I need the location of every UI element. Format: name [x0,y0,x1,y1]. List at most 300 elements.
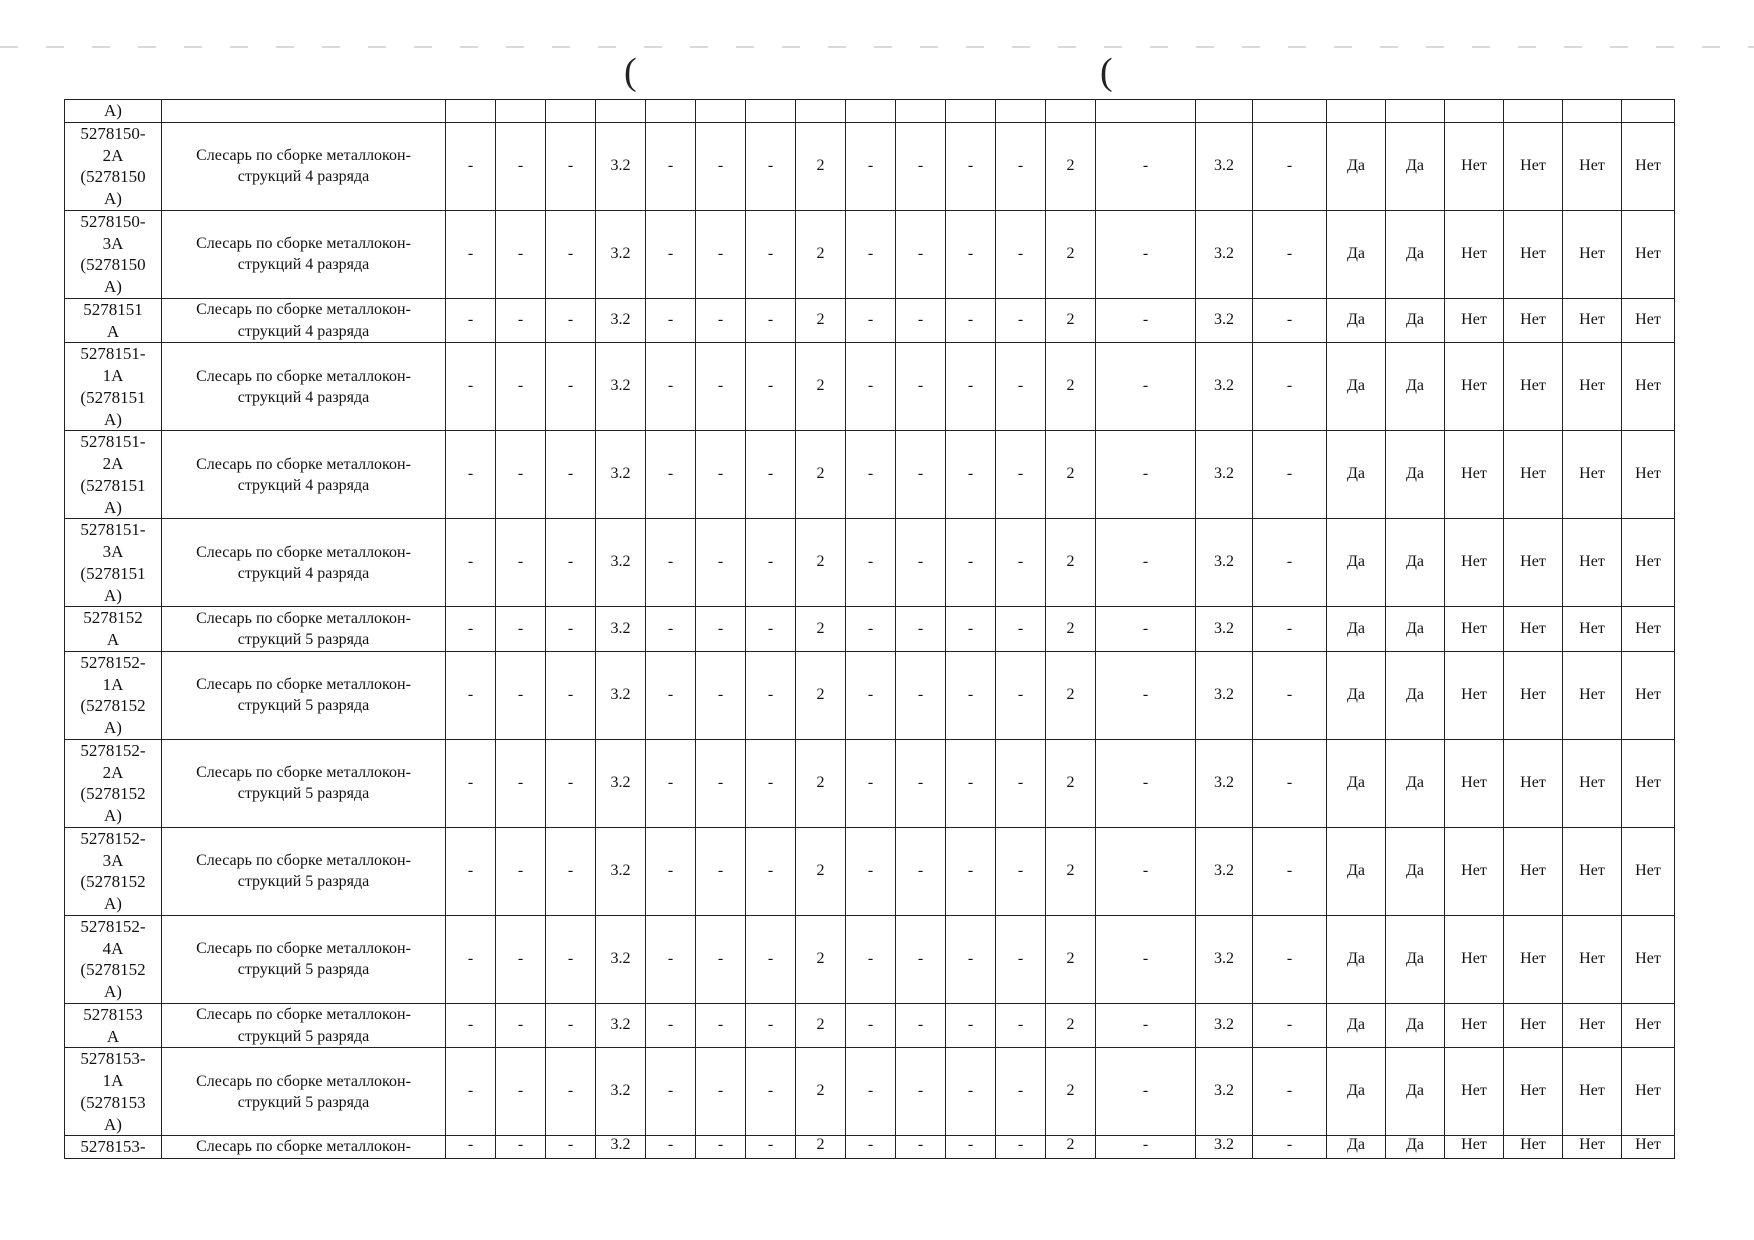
table-cell: 2 [796,1136,846,1159]
row-profession [162,607,446,652]
table-cell: - [1096,298,1196,343]
table-cell: - [696,915,746,1003]
table-cell: Нет [1445,343,1504,431]
table-cell: 2 [1046,1003,1096,1048]
row-code-line: 5278153- [80,1049,146,1069]
table-cell: Нет [1622,827,1675,915]
row-code-line: 4А [102,938,124,958]
table-cell: - [546,1003,596,1048]
table-cell: 3.2 [596,343,646,431]
row-code-line: А) [104,806,122,825]
table-cell: 3.2 [1196,739,1253,827]
row-code-line: А) [104,585,122,605]
row-code-line: А) [104,409,122,429]
table-cell: - [1096,1136,1196,1159]
table-cell: - [896,210,946,298]
table-cell: - [896,1048,946,1136]
table-cell: 2 [1046,651,1096,739]
table-cell: - [546,210,596,298]
row-code-line: 5278151- [80,432,146,452]
table-cell: - [746,915,796,1003]
table-cell: Да [1386,1003,1445,1048]
table-cell: - [1096,1003,1196,1048]
table-cell: - [1096,915,1196,1003]
table-cell: - [646,827,696,915]
table-cell: - [1096,519,1196,607]
row-code-line: А) [104,189,122,208]
table-cell: - [446,298,496,343]
table-cell: - [1096,1048,1196,1136]
row-profession-line: Слесарь по сборке металлокон- [196,455,411,473]
row-profession-line: Слесарь по сборке металлокон- [196,764,411,782]
table-cell: Нет [1563,519,1622,607]
table-cell: - [846,1048,896,1136]
table-cell: - [996,1136,1046,1159]
table-cell: - [646,651,696,739]
table-cell: Нет [1563,607,1622,652]
table-cell: Да [1386,915,1445,1003]
table-cell: - [896,1136,946,1159]
table-cell: - [446,122,496,210]
table-cell: 3.2 [596,607,646,652]
table-cell: 2 [1046,519,1096,607]
row-code [65,1136,162,1159]
table-cell: 3.2 [1196,1136,1253,1159]
row-profession [162,519,446,607]
table-cell: - [496,739,546,827]
row-profession [162,1003,446,1048]
table-cell: - [946,210,996,298]
table-cell: Нет [1504,739,1563,827]
row-code-line: 5278152- [80,916,146,936]
table-cell: Да [1327,739,1386,827]
row-profession-line: Слесарь по сборке металлокон- [196,609,411,627]
table-cell: - [496,431,546,519]
table-cell: Да [1327,607,1386,652]
row-profession [162,1136,446,1159]
table-cell: - [746,739,796,827]
table-cell: Нет [1504,915,1563,1003]
table-cell: - [646,122,696,210]
table-cell: 2 [796,343,846,431]
table-cell: - [896,122,946,210]
table-cell: Да [1327,1048,1386,1136]
table-cell: - [846,827,896,915]
row-code-line: (5278150 [80,255,146,275]
table-cell: Нет [1563,651,1622,739]
row-code-line: (5278152 [80,696,146,716]
table-cell: - [546,739,596,827]
table-cell: - [696,298,746,343]
table-cell: Да [1386,210,1445,298]
table-cell: Нет [1622,519,1675,607]
table-cell: Нет [1504,1048,1563,1136]
row-profession-line: струкций 5 разряда [237,631,370,648]
table-row [65,431,1675,519]
row-code-line: 1А [102,674,124,694]
table-cell: Нет [1504,827,1563,915]
row-code-line: 2А [102,762,124,782]
table-cell: - [1096,122,1196,210]
table-cell: - [546,1136,596,1159]
row-code-line: А [106,630,120,649]
table-row [65,1048,1675,1136]
table-cell: 2 [796,1048,846,1136]
table-cell: Нет [1622,1003,1675,1048]
row-code-line: 5278152 [83,608,143,628]
table-cell: 3.2 [1196,343,1253,431]
table-cell: Да [1386,651,1445,739]
row-code [65,343,162,431]
table-cell: Да [1386,343,1445,431]
table-cell: - [446,1003,496,1048]
row-code-line: А) [104,718,122,737]
table-cell: - [546,827,596,915]
table-cell: - [846,298,896,343]
row-profession-line: струкций 4 разряда [237,388,370,406]
table-cell: - [546,298,596,343]
table-cell: - [746,1136,796,1159]
row-code-line: 5278153 [83,1004,143,1024]
table-cell: 3.2 [1196,210,1253,298]
table-cell: - [996,607,1046,652]
table-cell: - [646,607,696,652]
table-cell: - [1253,607,1327,652]
row-code-line: А) [104,277,122,296]
row-code-line: А) [104,894,122,913]
row-profession-line: Слесарь по сборке металлокон- [196,940,411,958]
row-profession-line: Слесарь по сборке металлокон- [196,1072,411,1090]
table-row [65,739,1675,827]
table-cell: - [996,298,1046,343]
table-cell: 3.2 [1196,827,1253,915]
table-cell: Нет [1504,298,1563,343]
table-cell: - [996,122,1046,210]
table-cell: 2 [1046,122,1096,210]
table-cell: 3.2 [596,122,646,210]
table-cell: 3.2 [1196,607,1253,652]
table-cell: - [546,607,596,652]
table-cell: 2 [796,122,846,210]
row-code-line: (5278151 [80,387,146,407]
row-code [65,651,162,739]
table-cell: - [946,739,996,827]
table-cell: Нет [1622,122,1675,210]
row-profession [162,431,446,519]
row-profession [162,1048,446,1136]
row-code [65,431,162,519]
table-cell: 2 [1046,739,1096,827]
table-cell: - [1253,915,1327,1003]
row-profession-line: струкций 4 разряда [237,564,370,582]
table-cell: Да [1386,739,1445,827]
table-cell: Нет [1445,298,1504,343]
table-cell: - [1096,343,1196,431]
table-cell: Да [1327,431,1386,519]
table-cell: - [896,739,946,827]
row-code-line: (5278152 [80,872,146,892]
table-cell: - [746,210,796,298]
table-cell: Нет [1622,431,1675,519]
table-cell: Нет [1445,1136,1504,1159]
table-cell: - [496,210,546,298]
table-cell: - [1253,827,1327,915]
table-cell: - [446,607,496,652]
row-code [65,607,162,652]
table-cell: - [846,343,896,431]
table-cell: - [696,607,746,652]
table-cell: Нет [1563,739,1622,827]
table-cell: Да [1327,519,1386,607]
table-cell: Нет [1445,122,1504,210]
table-cell: - [846,651,896,739]
row-code-line: 5278151 [83,299,143,319]
table-cell: - [546,915,596,1003]
table-cell: - [996,1003,1046,1048]
table-cell: Нет [1504,122,1563,210]
row-profession-line: струкций 4 разряда [237,168,370,186]
table-cell: - [946,1003,996,1048]
table-cell: - [446,915,496,1003]
row-code [65,1003,162,1048]
row-profession [162,298,446,343]
table-cell: - [896,651,946,739]
table-cell: - [746,298,796,343]
table-cell: Нет [1445,607,1504,652]
table-cell: - [696,651,746,739]
table-cell: 2 [796,607,846,652]
table-cell: - [446,1048,496,1136]
table-cell: - [1096,827,1196,915]
row-profession-line: струкций 4 разряда [237,476,370,494]
row-profession [162,651,446,739]
row-profession-line: струкций 5 разряда [237,873,370,891]
row-profession-line: струкций 5 разряда [237,1093,370,1111]
table-cell: - [846,431,896,519]
table-cell: 2 [796,915,846,1003]
table-cell: - [496,1003,546,1048]
table-cell: - [946,431,996,519]
table-cell: - [646,1048,696,1136]
table-cell: - [646,519,696,607]
table-cell: - [496,827,546,915]
table-cell: Нет [1622,739,1675,827]
table-cell: - [896,607,946,652]
table-cell: - [1253,298,1327,343]
table-cell: Да [1327,651,1386,739]
table-cell: Нет [1445,431,1504,519]
table-cell: - [846,607,896,652]
table-cell: 2 [1046,915,1096,1003]
table-cell: Да [1386,431,1445,519]
table-cell: - [646,915,696,1003]
table-row [65,210,1675,298]
row-code-line: 5278150- [80,123,146,143]
table-cell: Нет [1445,651,1504,739]
table-cell: Нет [1504,343,1563,431]
table-cell: 2 [796,651,846,739]
table-cell: - [746,431,796,519]
table-cell: Нет [1445,915,1504,1003]
table-cell: 2 [796,1003,846,1048]
table-cell: - [696,122,746,210]
table-cell: Нет [1622,1136,1675,1159]
table-cell: Нет [1622,298,1675,343]
row-profession [162,210,446,298]
table-cell: - [846,519,896,607]
table-cell: 3.2 [1196,122,1253,210]
table-cell: 2 [1046,607,1096,652]
table-cell: 3.2 [596,431,646,519]
table-cell: Да [1386,1048,1445,1136]
table-cell: - [646,1136,696,1159]
table-cell: 3.2 [596,739,646,827]
table-cell: 3.2 [596,915,646,1003]
table-row [65,651,1675,739]
table-cell: - [946,519,996,607]
row-profession-line: Слесарь по сборке металлокон- [196,147,411,165]
table-row [65,827,1675,915]
table-cell: - [946,607,996,652]
table-cell: - [996,739,1046,827]
table-cell: 2 [1046,210,1096,298]
table-cell: 3.2 [596,210,646,298]
row-code-line: А [106,321,120,341]
table-cell: Нет [1563,122,1622,210]
table-cell: - [946,298,996,343]
table-cell: Нет [1563,1048,1622,1136]
table-cell: - [1253,210,1327,298]
row-code-line: 2А [102,454,124,473]
table-cell: - [746,651,796,739]
table-cell: Нет [1563,210,1622,298]
table-cell: 3.2 [596,1136,646,1159]
table-cell: - [846,915,896,1003]
table-cell: - [446,1136,496,1159]
table-cell: - [946,651,996,739]
table-cell: 3.2 [596,1048,646,1136]
table-cell: - [946,915,996,1003]
table-cell: Да [1327,1136,1386,1159]
table-cell: 3.2 [596,1003,646,1048]
table-cell: - [1253,122,1327,210]
table-cell: - [746,827,796,915]
binder-hole-mark: ( [1100,51,1113,93]
row-code-line: А) [104,982,122,1001]
row-code-line: (5278150 [80,167,146,187]
table-cell: - [496,1136,546,1159]
row-profession [162,100,446,123]
table-cell: Нет [1445,519,1504,607]
table-cell: - [696,1136,746,1159]
table-cell: 3.2 [1196,431,1253,519]
row-code-line: 5278151- [80,344,146,364]
table-cell: - [446,431,496,519]
row-profession-line: струкций 5 разряда [237,1027,370,1045]
table-cell: - [496,607,546,652]
table-cell: - [746,343,796,431]
table-cell: 3.2 [1196,298,1253,343]
table-cell: - [696,343,746,431]
table-cell: - [746,1048,796,1136]
row-profession-line: струкций 5 разряда [237,697,370,715]
row-code-line: 5278152- [80,828,146,848]
table-cell: - [496,651,546,739]
table-cell: Нет [1563,343,1622,431]
row-code [65,210,162,298]
row-code-line: 5278153- [80,1137,146,1157]
table-cell: - [1253,343,1327,431]
row-profession-line: струкций 4 разряда [237,322,370,340]
table-cell: Нет [1445,210,1504,298]
table-cell: - [996,1048,1046,1136]
table-cell: - [896,519,946,607]
table-cell: Нет [1504,607,1563,652]
table-cell: Да [1386,122,1445,210]
table-cell: 2 [796,298,846,343]
row-profession [162,739,446,827]
table-cell: - [996,915,1046,1003]
row-code [65,827,162,915]
table-cell: Нет [1504,1136,1563,1159]
table-cell: Да [1327,343,1386,431]
scan-artifact-line [0,46,1754,48]
table-cell: - [896,431,946,519]
table-cell: Нет [1504,519,1563,607]
table-cell: - [446,827,496,915]
table-row [65,122,1675,210]
row-code-line: 5278152- [80,740,146,760]
table-cell: - [1096,651,1196,739]
row-code-line: 3А [102,850,124,870]
table-cell: - [996,651,1046,739]
row-code-line: 5278152- [80,652,146,672]
table-cell: 3.2 [1196,651,1253,739]
table-cell: Да [1386,1136,1445,1159]
table-cell: 3.2 [596,519,646,607]
table-cell: 2 [796,431,846,519]
table-cell: - [746,519,796,607]
table-cell: - [1096,739,1196,827]
table-cell: - [646,431,696,519]
table-cell: - [696,739,746,827]
table-cell: - [1253,1136,1327,1159]
table-cell: - [546,519,596,607]
table-cell: Да [1386,298,1445,343]
table-cell: - [696,519,746,607]
table-cell: - [896,298,946,343]
table-cell: - [846,1136,896,1159]
table-row [65,100,1675,123]
table-cell: - [646,298,696,343]
table-cell: 3.2 [596,827,646,915]
table-row [65,607,1675,652]
table-cell: - [1096,607,1196,652]
table-cell: Да [1327,122,1386,210]
row-profession-line: струкций 5 разряда [237,785,370,803]
table-cell: - [996,210,1046,298]
table-cell: - [846,739,896,827]
table-row [65,915,1675,1003]
row-code-line: 3А [102,542,124,561]
table-cell: Нет [1622,651,1675,739]
table-cell: - [496,122,546,210]
row-code-line: А [106,1026,120,1046]
row-profession-line: Слесарь по сборке металлокон- [196,301,411,319]
table-cell: - [546,431,596,519]
table-cell: 2 [796,210,846,298]
table-cell: - [946,1136,996,1159]
